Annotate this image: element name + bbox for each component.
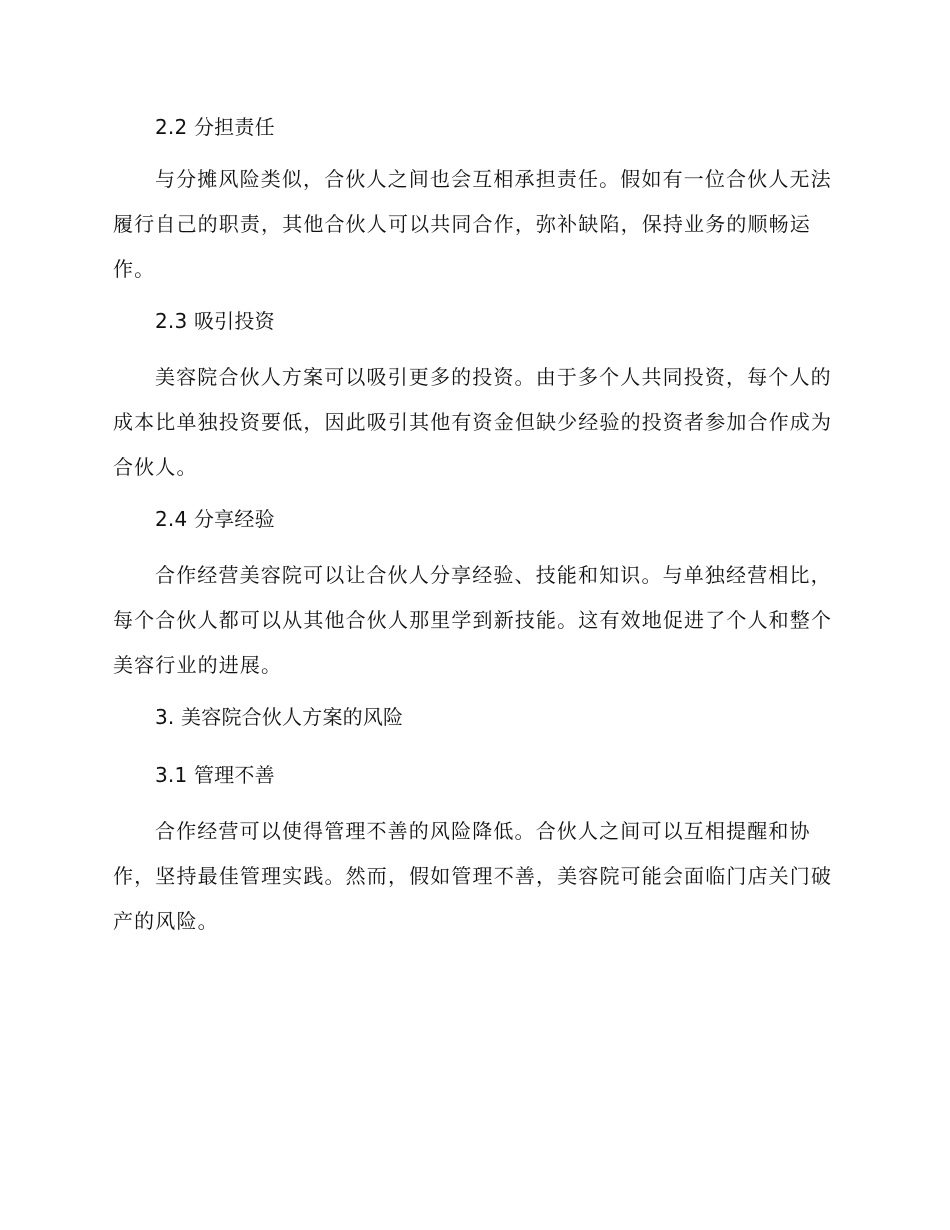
section-paragraph-3-1: 合作经营可以使得管理不善的风险降低。合伙人之间可以互相提醒和协作，坚持最佳管理实践。然而，假如管理不善，美容院可能会面临门店关门破产的风险。 — [113, 819, 833, 933]
document-body — [113, 110, 833, 944]
section-heading-3-1: 3.1 管理不善 — [155, 763, 275, 787]
chapter-heading-3: 3. 美容院合伙人方案的风险 — [155, 705, 404, 729]
section-heading-2-3: 2.3 吸引投资 — [155, 309, 275, 333]
section-paragraph-2-2: 与分摊风险类似，合伙人之间也会互相承担责任。假如有一位合伙人无法履行自己的职责，其他合伙人可以共同合作，弥补缺陷，保持业务的顺畅运作。 — [113, 167, 832, 281]
section-paragraph-2-4: 合作经营美容院可以让合伙人分享经验、技能和知识。与单独经营相比，每个合伙人都可以从其他合伙人那里学到新技能。这有效地促进了个人和整个美容行业的进展。 — [113, 563, 833, 677]
section-paragraph-2-3: 美容院合伙人方案可以吸引更多的投资。由于多个人共同投资，每个人的成本比单独投资要低，因此吸引其他有资金但缺少经验的投资者参加合作成为合伙人。 — [113, 365, 833, 479]
section-heading-2-2: 2.2 分担责任 — [155, 115, 275, 139]
section-heading-2-4: 2.4 分享经验 — [155, 507, 275, 531]
